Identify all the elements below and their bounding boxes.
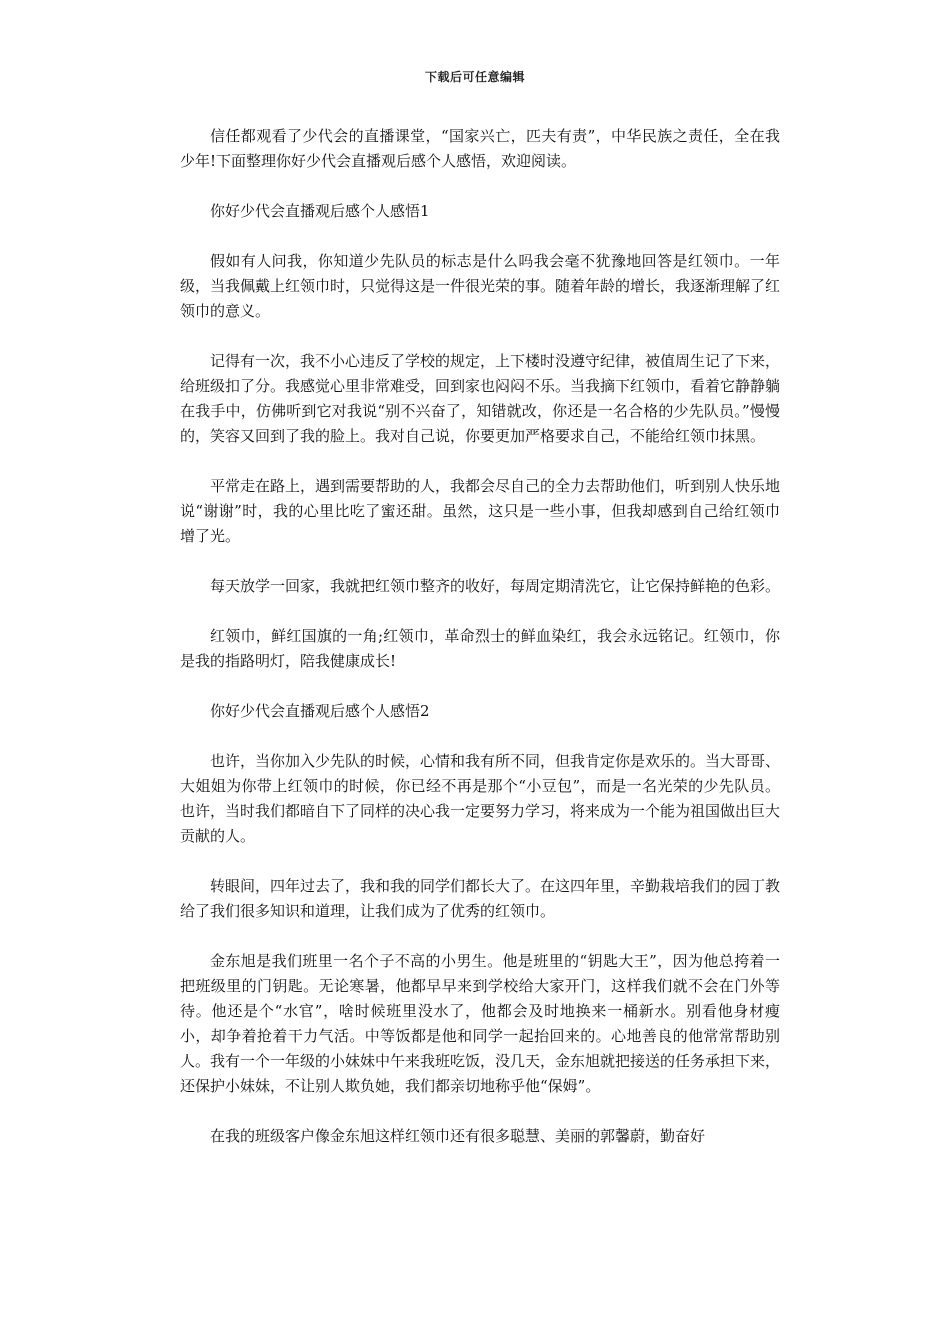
- body-paragraph: 转眼间，四年过去了，我和我的同学们都长大了。在这四年里，辛勤栽培我们的园丁教给了我们很多知识和道理，让我们成为了优秀的红领巾。: [180, 877, 781, 920]
- header-note: 下载后可任意编辑: [424, 70, 525, 84]
- section-heading-2: 你好少代会直播观后感个人感悟2: [210, 702, 430, 720]
- body-paragraph: 红领巾，鲜红国旗的一角;红领巾，革命烈士的鲜血染红，我会永远铭记。红领巾，你是我的指路明灯，陪我健康成长!: [180, 627, 780, 670]
- body-paragraph: 每天放学一回家，我就把红领巾整齐的收好，每周定期清洗它，让它保持鲜艳的色彩。: [210, 577, 781, 595]
- body-paragraph: 假如有人问我，你知道少先队员的标志是什么吗我会毫不犹豫地回答是红领巾。一年级，当我佩戴上红领巾时，只觉得这是一件很光荣的事。随着年龄的增长，我逐渐理解了红领巾的意义。: [180, 252, 781, 320]
- body-paragraph: 也许，当你加入少先队的时候，心情和我有所不同，但我肯定你是欢乐的。当大哥哥、大姐姐为你带上红领巾的时候，你已经不再是那个“小豆包”，而是一名光荣的少先队员。也许，当时我们都暗自下了同样的决心我一定要努力学习，将来成为一个能为祖国做出巨大贡献的人。: [180, 752, 781, 845]
- body-paragraph: 在我的班级客户像金东旭这样红领巾还有很多聪慧、美丽的郭馨蔚，勤奋好: [210, 1127, 706, 1145]
- body-paragraph: 金东旭是我们班里一名个子不高的小男生。他是班里的“钥匙大王”，因为他总挎着一把班级里的门钥匙。无论寒暑，他都早早来到学校给大家开门，这样我们就不会在门外等待。他还是个“水官”，啥时候班里没水了，他都会及时地换来一桶新水。别看他身材瘦小，却争着抢着干力气活。中等饭都是他和同学一起抬回来的。心地善良的他常常帮助别人。我有一个一年级的小妹妹中午来我班吃饭，没几天，金东旭就把接送的任务承担下来，还保护小妹妹，不让别人欺负她，我们都亲切地称乎他“保姆”。: [180, 952, 781, 1095]
- document-body: [180, 124, 780, 1174]
- body-paragraph: 平常走在路上，遇到需要帮助的人，我都会尽自己的全力去帮助他们，听到别人快乐地说“谢谢”时，我的心里比吃了蜜还甜。虽然，这只是一些小事，但我却感到自己给红领巾增了光。: [180, 477, 781, 545]
- body-paragraph: 记得有一次，我不小心违反了学校的规定，上下楼时没遵守纪律，被值周生记了下来，给班级扣了分。我感觉心里非常难受，回到家也闷闷不乐。当我摘下红领巾，看着它静静躺在我手中，仿佛听到它对我说“别不兴奋了，知错就改，你还是一名合格的少先队员。”慢慢的，笑容又回到了我的脸上。我对自己说，你要更加严格要求自己，不能给红领巾抹黑。: [180, 352, 781, 445]
- intro-paragraph: 信任都观看了少代会的直播课堂，“国家兴亡，匹夫有责”，中华民族之责任，全在我少年!下面整理你好少代会直播观后感个人感悟，欢迎阅读。: [180, 127, 780, 170]
- section-heading-1: 你好少代会直播观后感个人感悟1: [210, 202, 430, 220]
